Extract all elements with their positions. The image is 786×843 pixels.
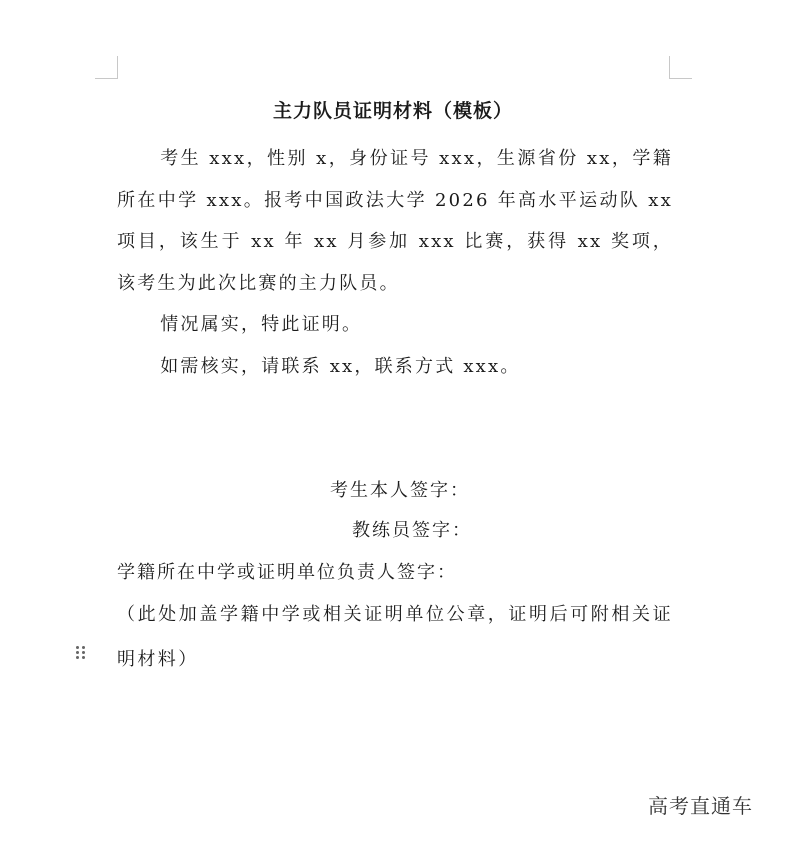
margin-mark-top-left xyxy=(95,56,118,79)
drag-dot xyxy=(76,646,79,649)
drag-dot xyxy=(82,651,85,654)
school-signature-label: 学籍所在中学或证明单位负责人签字： xyxy=(117,562,457,583)
student-signature-label: 考生本人签字： xyxy=(330,480,470,501)
seal-note: （此处加盖学籍中学或相关证明单位公章，证明后可附相关证明材料） xyxy=(117,604,673,670)
paragraph-main: 考生 xxx，性别 x，身份证号 xxx，生源省份 xx，学籍所在中学 xxx。报考中国政法大学 2026 年高水平运动队 xx 项目，该生于 xx 年 xx 月参加 xxx 比赛，获得 xx 奖项，该考生为此次比赛的主力队员。 xyxy=(117,148,673,294)
margin-mark-top-right xyxy=(669,56,692,79)
document-title: 主力队员证明材料（模板） xyxy=(272,100,513,122)
drag-dot xyxy=(82,646,85,649)
drag-dot xyxy=(76,651,79,654)
coach-signature-label: 教练员签字： xyxy=(352,520,472,541)
watermark-text: 高考直通车 xyxy=(648,794,753,818)
paragraph-contact: 如需核实，请联系 xx，联系方式 xxx。 xyxy=(160,355,521,377)
drag-dot xyxy=(82,656,85,659)
paragraph-confirm: 情况属实，特此证明。 xyxy=(160,314,363,335)
drag-handle-icon[interactable] xyxy=(76,646,86,660)
document-body xyxy=(117,138,673,387)
drag-dot xyxy=(76,656,79,659)
